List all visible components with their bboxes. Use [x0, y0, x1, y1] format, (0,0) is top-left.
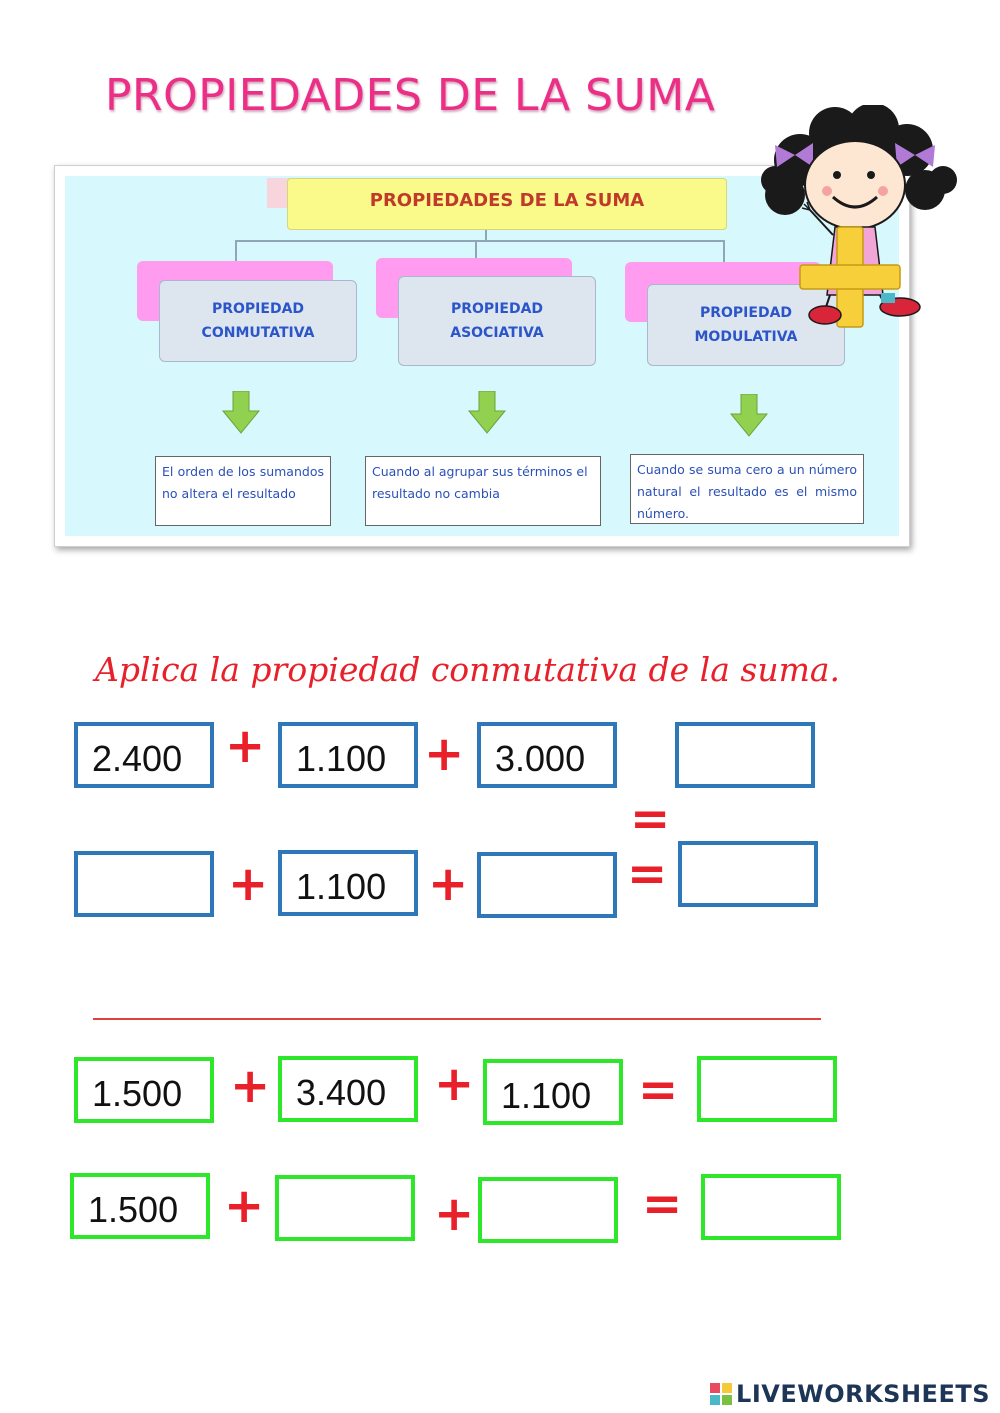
- plus-sign: +: [424, 726, 465, 782]
- liveworksheets-logo-icon: [710, 1383, 732, 1405]
- addend-box: 1.100: [278, 722, 418, 788]
- addend-box: 3.400: [278, 1056, 418, 1122]
- answer-input[interactable]: [701, 1174, 841, 1240]
- answer-input[interactable]: [678, 841, 818, 907]
- property-card-line2: MODULATIVA: [694, 329, 798, 345]
- plus-sign: +: [228, 856, 269, 912]
- arrow-down-icon: [221, 391, 261, 435]
- property-description: Cuando se suma cero a un número natural el resultado es el mismo número.: [630, 454, 864, 524]
- girl-plus-illustration: [755, 105, 965, 335]
- plus-sign: +: [434, 1056, 475, 1112]
- answer-input[interactable]: [74, 851, 214, 917]
- plus-sign: +: [434, 1186, 475, 1242]
- answer-input[interactable]: [697, 1056, 837, 1122]
- arrow-down-icon: [467, 391, 507, 435]
- property-card-line1: PROPIEDAD: [211, 301, 305, 317]
- answer-input[interactable]: [275, 1175, 415, 1241]
- property-card-line1: PROPIEDAD: [450, 301, 544, 317]
- answer-input[interactable]: [478, 1177, 618, 1243]
- plus-sign: +: [225, 718, 266, 774]
- property-card-asociativa: [398, 276, 596, 366]
- addend-box: 1.500: [70, 1173, 210, 1239]
- equals-sign: =: [642, 1176, 683, 1232]
- plus-sign: +: [224, 1178, 265, 1234]
- answer-input[interactable]: [675, 722, 815, 788]
- concept-map-title: PROPIEDADES DE LA SUMA: [369, 190, 645, 211]
- property-card-line2: CONMUTATIVA: [201, 325, 315, 341]
- section-divider: [93, 1018, 821, 1020]
- equals-sign: =: [630, 791, 671, 847]
- addend-box: 1.100: [483, 1059, 623, 1125]
- page-title: PROPIEDADES DE LA SUMA: [105, 70, 716, 121]
- arrow-down-icon: [729, 394, 769, 438]
- addend-box: 1.500: [74, 1057, 214, 1123]
- connector-line: [235, 240, 725, 242]
- equals-sign: =: [638, 1062, 679, 1118]
- plus-sign: +: [230, 1058, 271, 1114]
- property-card-conmutativa: [159, 280, 357, 362]
- answer-input[interactable]: [477, 852, 617, 918]
- property-description: El orden de los sumandos no altera el resultado: [155, 456, 331, 526]
- plus-sign: +: [428, 856, 469, 912]
- property-card-line1: PROPIEDAD: [699, 305, 793, 321]
- instruction-text: Aplica la propiedad conmutativa de la suma.: [95, 650, 841, 689]
- addend-box: 2.400: [74, 722, 214, 788]
- equals-sign: =: [627, 846, 668, 902]
- property-card-line2: ASOCIATIVA: [450, 325, 544, 341]
- logo-text: LIVEWORKSHEETS: [736, 1380, 990, 1408]
- addend-box: 3.000: [477, 722, 617, 788]
- property-description: Cuando al agrupar sus términos el resultado no cambia: [365, 456, 601, 526]
- addend-box: 1.100: [278, 850, 418, 916]
- liveworksheets-logo: [710, 1380, 990, 1408]
